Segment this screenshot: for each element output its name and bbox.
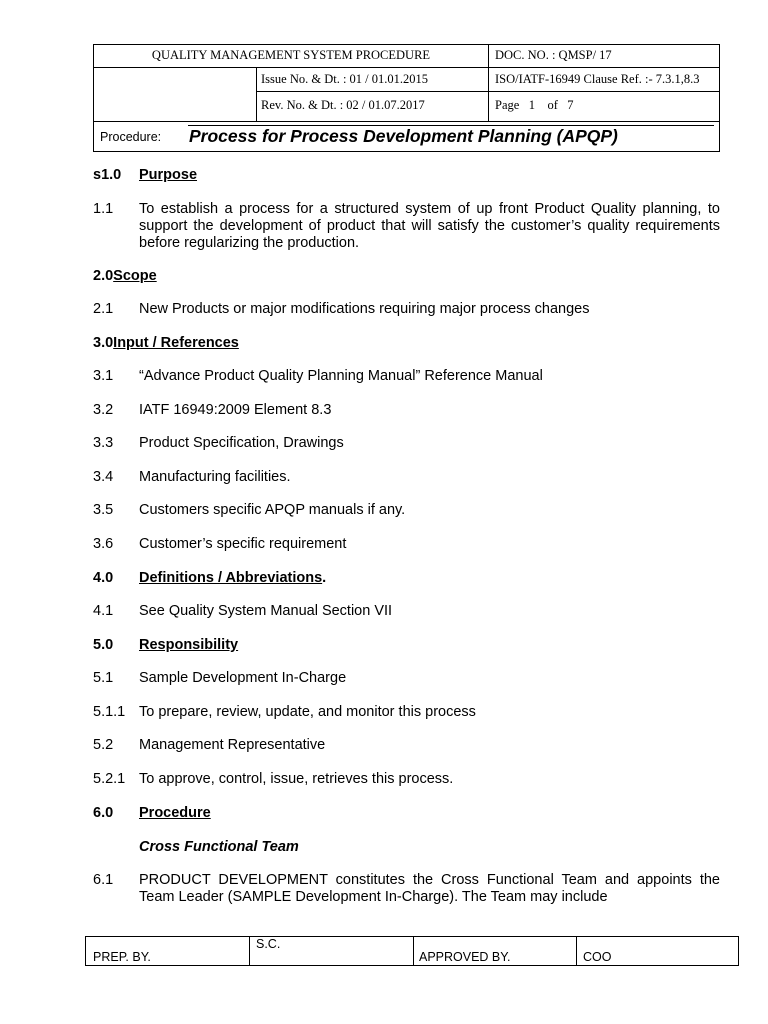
clause-number: 5.2 (93, 737, 114, 753)
section-title: Definitions / Abbreviations (139, 570, 323, 586)
clause-text: To establish a process for a structured system of up front Product Quality planning, to support the development of product that will satisfy the customer’s quality requirements before regularizing the production. (139, 201, 720, 251)
page-number: 1 (528, 98, 535, 112)
clause-text: “Advance Product Quality Planning Manual” Reference Manual (139, 368, 543, 384)
page-label: Page (495, 98, 520, 112)
clause-number: 5.2.1 (93, 771, 126, 787)
footer-divider (413, 937, 414, 965)
subsection-heading: Cross Functional Team (139, 839, 299, 855)
section-number: 2.0 (93, 268, 114, 284)
clause-text: To approve, control, issue, retrieves this process. (139, 771, 454, 787)
footer-divider (576, 937, 577, 965)
page-indicator (495, 98, 573, 113)
clause-text: Manufacturing facilities. (139, 469, 291, 485)
clause-text: To prepare, review, update, and monitor this process (139, 704, 476, 720)
doc-number: DOC. NO. : QMSP/ 17 (495, 48, 612, 62)
document-header-table (93, 44, 720, 152)
prepared-by-label: PREP. BY. (93, 950, 151, 964)
section-title: Scope (113, 268, 157, 284)
approved-by-label: APPROVED BY. (419, 950, 511, 964)
section-number: 5.0 (93, 637, 114, 653)
section-title: Procedure (139, 805, 211, 821)
coo-label: COO (583, 950, 612, 964)
section-number: 4.0 (93, 570, 114, 586)
clause-number: 3.1 (93, 368, 114, 384)
section-title-suffix: . (322, 570, 327, 586)
clause-text: PRODUCT DEVELOPMENT constitutes the Cross Functional Team and appoints the Team Leader (SAMPLE Development In-Charge). The Team may include (139, 872, 720, 905)
revision-number-date: Rev. No. & Dt. : 02 / 01.07.2017 (261, 98, 425, 112)
system-title: QUALITY MANAGEMENT SYSTEM PROCEDURE (151, 48, 431, 62)
clause-text: New Products or major modifications requiring major process changes (139, 301, 590, 317)
procedure-title: Process for Process Development Planning (APQP) (189, 126, 618, 146)
clause-number: 3.3 (93, 435, 114, 451)
section-title: Responsibility (139, 637, 239, 653)
clause-number: 5.1.1 (93, 704, 126, 720)
section-number: 6.0 (93, 805, 114, 821)
section-heading (93, 268, 157, 285)
header-divider (94, 67, 719, 68)
page-of: of (547, 98, 558, 112)
section-heading (93, 335, 239, 352)
clause-number: 3.2 (93, 402, 114, 418)
clause-number: 5.1 (93, 670, 114, 686)
clause-number: 6.1 (93, 872, 114, 888)
clause-text: Customer’s specific requirement (139, 536, 347, 552)
clause-text: Customers specific APQP manuals if any. (139, 502, 406, 518)
section-number: s1.0 (93, 167, 122, 183)
section-title: Input / References (113, 335, 239, 351)
clause-reference: ISO/IATF-16949 Clause Ref. :- 7.3.1,8.3 (495, 72, 700, 86)
clause-number: 3.4 (93, 469, 114, 485)
header-divider (256, 67, 257, 121)
clause-number: 2.1 (93, 301, 114, 317)
section-title: Purpose (139, 167, 198, 183)
sc-label: S.C. (256, 937, 281, 951)
clause-number: 3.6 (93, 536, 114, 552)
clause-text: IATF 16949:2009 Element 8.3 (139, 402, 332, 418)
clause-text: See Quality System Manual Section VII (139, 603, 393, 619)
clause-text: Product Specification, Drawings (139, 435, 344, 451)
header-divider (94, 121, 719, 122)
clause-number: 1.1 (93, 201, 114, 217)
page-total: 7 (567, 98, 574, 112)
procedure-label: Procedure: (100, 130, 162, 144)
header-divider (488, 45, 489, 121)
approval-footer-table (85, 936, 739, 966)
clause-number: 3.5 (93, 502, 114, 518)
section-number: 3.0 (93, 335, 114, 351)
clause-text: Sample Development In-Charge (139, 670, 347, 686)
clause-number: 4.1 (93, 603, 114, 619)
header-divider (256, 91, 719, 92)
issue-number-date: Issue No. & Dt. : 01 / 01.01.2015 (261, 72, 429, 86)
clause-text: Management Representative (139, 737, 326, 753)
footer-divider (249, 937, 250, 965)
